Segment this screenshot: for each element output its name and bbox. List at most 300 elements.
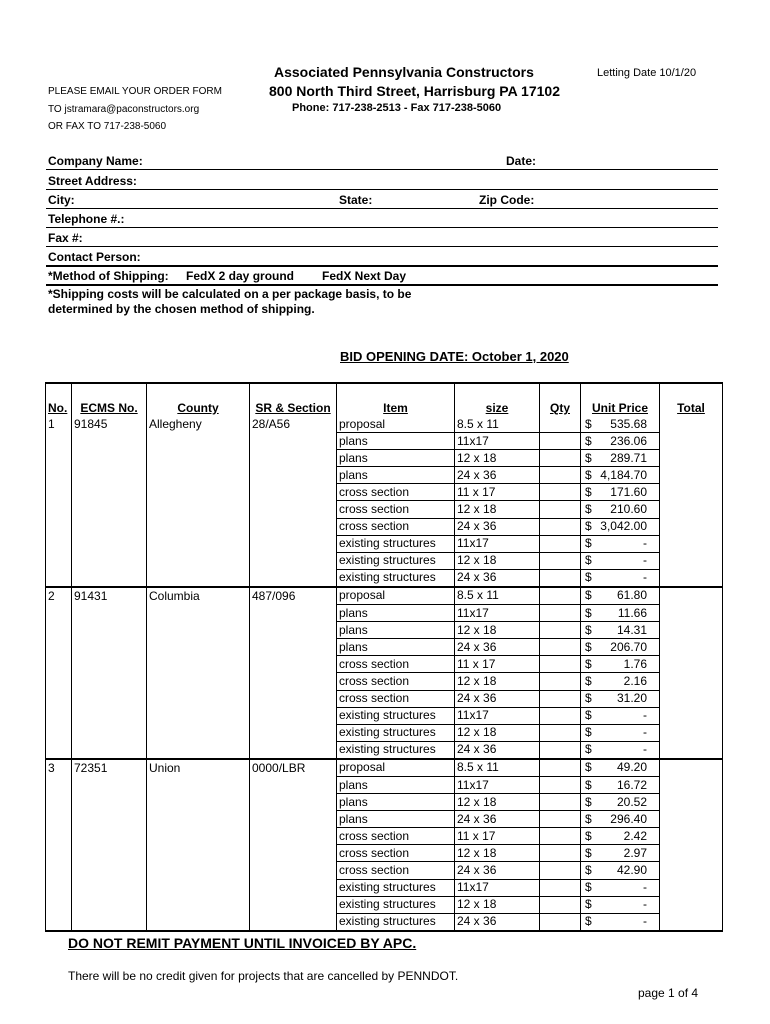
cell-no xyxy=(46,552,72,569)
fedex-2day-option[interactable]: FedX 2 day ground xyxy=(186,269,295,283)
cell-total[interactable] xyxy=(660,913,723,931)
cell-qty-input[interactable] xyxy=(540,862,581,879)
cell-total[interactable] xyxy=(660,741,723,759)
table-row xyxy=(46,828,723,845)
table-row xyxy=(46,862,723,879)
company-name-line[interactable] xyxy=(46,169,718,170)
cell-item: cross section xyxy=(337,501,455,518)
table-row xyxy=(46,518,723,535)
fedex-next-day-option[interactable]: FedX Next Day xyxy=(322,269,407,283)
date-label: Date: xyxy=(506,154,537,168)
state-label: State: xyxy=(339,193,373,207)
cell-ecms xyxy=(72,794,147,811)
cell-item: existing structures xyxy=(337,741,455,759)
cell-item: proposal xyxy=(337,759,455,777)
cell-size: 12 x 18 xyxy=(455,673,540,690)
cell-unit-price xyxy=(581,501,660,518)
cell-size: 12 x 18 xyxy=(455,450,540,467)
cell-no xyxy=(46,467,72,484)
price-amount: 2.97 xyxy=(623,845,647,860)
cell-unit-price xyxy=(581,862,660,879)
table-row xyxy=(46,759,723,777)
price-amount: 206.70 xyxy=(610,639,647,654)
price-amount: 289.71 xyxy=(610,450,647,465)
cell-total[interactable] xyxy=(660,467,723,484)
cell-total[interactable] xyxy=(660,639,723,656)
shipping-note-1: *Shipping costs will be calculated on a per package basis, to be xyxy=(48,287,412,301)
cell-qty-input[interactable] xyxy=(540,535,581,552)
table-row xyxy=(46,416,723,433)
cell-no xyxy=(46,673,72,690)
cell-no xyxy=(46,776,72,793)
currency-symbol: $ xyxy=(585,794,592,809)
cell-no xyxy=(46,501,72,518)
cell-qty-input[interactable] xyxy=(540,759,581,777)
contact-person-label: Contact Person: xyxy=(48,250,141,264)
cell-unit-price xyxy=(581,416,660,433)
cell-item: existing structures xyxy=(337,707,455,724)
cell-qty-input[interactable] xyxy=(540,450,581,467)
cell-total[interactable] xyxy=(660,896,723,913)
header-size: size xyxy=(455,383,540,416)
cell-county xyxy=(147,605,250,622)
cell-unit-price xyxy=(581,518,660,535)
cell-total[interactable] xyxy=(660,569,723,587)
cell-ecms xyxy=(72,724,147,741)
price-amount: 2.16 xyxy=(623,673,647,688)
fax-label: Fax #: xyxy=(48,231,83,245)
cell-qty-input[interactable] xyxy=(540,811,581,828)
cell-ecms xyxy=(72,776,147,793)
bid-opening-date: BID OPENING DATE: October 1, 2020 xyxy=(340,349,569,364)
cell-size: 24 x 36 xyxy=(455,811,540,828)
cell-unit-price xyxy=(581,622,660,639)
cell-no xyxy=(46,535,72,552)
price-amount: - xyxy=(643,536,647,551)
cell-size: 11 x 17 xyxy=(455,656,540,673)
cell-ecms: 72351 xyxy=(72,759,147,777)
payment-notice: DO NOT REMIT PAYMENT UNTIL INVOICED BY APC. xyxy=(68,935,417,951)
cell-no xyxy=(46,450,72,467)
table-row xyxy=(46,776,723,793)
cell-no xyxy=(46,811,72,828)
cell-county xyxy=(147,501,250,518)
street-address-label: Street Address: xyxy=(48,174,137,188)
cell-ecms xyxy=(72,501,147,518)
table-row xyxy=(46,673,723,690)
cell-unit-price xyxy=(581,845,660,862)
cell-item: cross section xyxy=(337,828,455,845)
cell-ecms xyxy=(72,879,147,896)
cell-unit-price xyxy=(581,913,660,931)
cell-size: 11x17 xyxy=(455,776,540,793)
cell-sr-section xyxy=(250,639,337,656)
cell-no xyxy=(46,896,72,913)
cell-item: cross section xyxy=(337,690,455,707)
cell-unit-price xyxy=(581,587,660,605)
shipping-method-label: *Method of Shipping: xyxy=(48,269,169,283)
currency-symbol: $ xyxy=(585,673,592,688)
cell-county xyxy=(147,896,250,913)
cell-ecms: 91845 xyxy=(72,416,147,433)
cell-total[interactable] xyxy=(660,450,723,467)
cell-total[interactable] xyxy=(660,552,723,569)
header-qty: Qty xyxy=(540,383,581,416)
cell-total[interactable] xyxy=(660,759,723,777)
cell-county xyxy=(147,484,250,501)
cell-sr-section xyxy=(250,467,337,484)
header-no: No. xyxy=(46,383,72,416)
price-amount: - xyxy=(643,553,647,568)
price-amount: - xyxy=(643,897,647,912)
cell-sr-section xyxy=(250,622,337,639)
cell-qty-input[interactable] xyxy=(540,501,581,518)
cell-sr-section xyxy=(250,518,337,535)
currency-symbol: $ xyxy=(585,760,592,775)
table-row xyxy=(46,741,723,759)
cell-ecms xyxy=(72,673,147,690)
cell-county xyxy=(147,724,250,741)
table-row xyxy=(46,501,723,518)
cell-county xyxy=(147,828,250,845)
cell-sr-section xyxy=(250,741,337,759)
cell-unit-price xyxy=(581,776,660,793)
cell-item: plans xyxy=(337,622,455,639)
cell-county xyxy=(147,450,250,467)
cell-item: plans xyxy=(337,794,455,811)
cell-ecms xyxy=(72,690,147,707)
cell-sr-section xyxy=(250,673,337,690)
cell-unit-price xyxy=(581,605,660,622)
price-amount: - xyxy=(643,880,647,895)
cell-item: plans xyxy=(337,605,455,622)
cell-county xyxy=(147,707,250,724)
cell-ecms xyxy=(72,639,147,656)
cell-qty-input[interactable] xyxy=(540,828,581,845)
price-amount: 236.06 xyxy=(610,433,647,448)
header-sr-section: SR & Section xyxy=(250,383,337,416)
company-title: Associated Pennsylvania Constructors xyxy=(274,64,534,80)
cell-size: 12 x 18 xyxy=(455,794,540,811)
cell-total[interactable] xyxy=(660,605,723,622)
telephone-line[interactable] xyxy=(46,227,718,228)
contact-person-line[interactable] xyxy=(46,265,718,267)
cell-qty-input[interactable] xyxy=(540,569,581,587)
fax-line[interactable] xyxy=(46,246,718,247)
cell-ecms xyxy=(72,741,147,759)
cell-total[interactable] xyxy=(660,622,723,639)
cell-no xyxy=(46,862,72,879)
cell-county: Union xyxy=(147,759,250,777)
cell-no xyxy=(46,913,72,931)
cell-ecms xyxy=(72,484,147,501)
header-item: Item xyxy=(337,383,455,416)
credit-notice: There will be no credit given for projects that are cancelled by PENNDOT. xyxy=(68,969,459,983)
cell-qty-input[interactable] xyxy=(540,896,581,913)
cell-no xyxy=(46,690,72,707)
cell-county xyxy=(147,552,250,569)
cell-item: cross section xyxy=(337,845,455,862)
cell-total[interactable] xyxy=(660,673,723,690)
table-row xyxy=(46,433,723,450)
cell-size: 12 x 18 xyxy=(455,724,540,741)
street-address-line[interactable] xyxy=(46,189,718,190)
cell-size: 24 x 36 xyxy=(455,690,540,707)
cell-total[interactable] xyxy=(660,535,723,552)
cell-size: 8.5 x 11 xyxy=(455,759,540,777)
cell-size: 24 x 36 xyxy=(455,741,540,759)
cell-sr-section xyxy=(250,707,337,724)
currency-symbol: $ xyxy=(585,777,592,792)
shipping-line xyxy=(46,284,718,286)
currency-symbol: $ xyxy=(585,828,592,843)
cell-size: 12 x 18 xyxy=(455,622,540,639)
cell-sr-section: 28/A56 xyxy=(250,416,337,433)
cell-sr-section xyxy=(250,811,337,828)
table-row xyxy=(46,605,723,622)
cell-qty-input[interactable] xyxy=(540,639,581,656)
cell-ecms xyxy=(72,913,147,931)
cell-ecms xyxy=(72,656,147,673)
cell-item: cross section xyxy=(337,656,455,673)
currency-symbol: $ xyxy=(585,897,592,912)
fax-instruction: OR FAX TO 717-238-5060 xyxy=(48,121,167,132)
table-row xyxy=(46,622,723,639)
cell-county xyxy=(147,673,250,690)
cell-sr-section xyxy=(250,690,337,707)
currency-symbol: $ xyxy=(585,416,592,431)
cell-no xyxy=(46,741,72,759)
cell-qty-input[interactable] xyxy=(540,467,581,484)
currency-symbol: $ xyxy=(585,467,592,482)
cell-no xyxy=(46,845,72,862)
table-row xyxy=(46,587,723,605)
cell-item: existing structures xyxy=(337,535,455,552)
cell-ecms xyxy=(72,845,147,862)
cell-total[interactable] xyxy=(660,707,723,724)
cell-ecms xyxy=(72,450,147,467)
cell-total[interactable] xyxy=(660,811,723,828)
cell-size: 8.5 x 11 xyxy=(455,416,540,433)
cell-total[interactable] xyxy=(660,690,723,707)
cell-total[interactable] xyxy=(660,776,723,793)
cell-ecms xyxy=(72,518,147,535)
table-row xyxy=(46,707,723,724)
table-row xyxy=(46,896,723,913)
cell-county xyxy=(147,845,250,862)
cell-sr-section xyxy=(250,776,337,793)
currency-symbol: $ xyxy=(585,639,592,654)
cell-item: plans xyxy=(337,811,455,828)
cell-qty-input[interactable] xyxy=(540,484,581,501)
cell-qty-input[interactable] xyxy=(540,605,581,622)
cell-item: plans xyxy=(337,450,455,467)
cell-total[interactable] xyxy=(660,828,723,845)
cell-item: proposal xyxy=(337,416,455,433)
table-row xyxy=(46,569,723,587)
cell-ecms xyxy=(72,605,147,622)
cell-size: 8.5 x 11 xyxy=(455,587,540,605)
cell-total[interactable] xyxy=(660,879,723,896)
cell-sr-section xyxy=(250,724,337,741)
letting-date: Letting Date 10/1/20 xyxy=(597,67,697,79)
header-county: County xyxy=(147,383,250,416)
cell-qty-input[interactable] xyxy=(540,552,581,569)
price-amount: 31.20 xyxy=(616,691,647,706)
cell-size: 24 x 36 xyxy=(455,467,540,484)
cell-unit-price xyxy=(581,467,660,484)
cell-qty-input[interactable] xyxy=(540,690,581,707)
cell-sr-section xyxy=(250,845,337,862)
telephone-label: Telephone #.: xyxy=(48,212,125,226)
cell-qty-input[interactable] xyxy=(540,518,581,535)
currency-symbol: $ xyxy=(585,691,592,706)
cell-total[interactable] xyxy=(660,587,723,605)
cell-sr-section xyxy=(250,433,337,450)
header-total: Total xyxy=(660,383,723,416)
cell-county xyxy=(147,569,250,587)
cell-county xyxy=(147,518,250,535)
price-amount: - xyxy=(643,708,647,723)
cell-total[interactable] xyxy=(660,518,723,535)
price-amount: 14.31 xyxy=(616,622,647,637)
cell-item: plans xyxy=(337,467,455,484)
cell-qty-input[interactable] xyxy=(540,794,581,811)
cell-total[interactable] xyxy=(660,794,723,811)
cell-size: 12 x 18 xyxy=(455,552,540,569)
price-amount: 3,042.00 xyxy=(600,519,647,534)
currency-symbol: $ xyxy=(585,914,592,929)
cell-item: cross section xyxy=(337,673,455,690)
currency-symbol: $ xyxy=(585,536,592,551)
cell-sr-section xyxy=(250,605,337,622)
cell-size: 12 x 18 xyxy=(455,845,540,862)
cell-no: 2 xyxy=(46,587,72,605)
cell-county xyxy=(147,433,250,450)
cell-ecms xyxy=(72,862,147,879)
cell-qty-input[interactable] xyxy=(540,416,581,433)
cell-unit-price xyxy=(581,484,660,501)
cell-qty-input[interactable] xyxy=(540,741,581,759)
cell-qty-input[interactable] xyxy=(540,622,581,639)
cell-sr-section xyxy=(250,535,337,552)
cell-no xyxy=(46,794,72,811)
currency-symbol: $ xyxy=(585,484,592,499)
cell-ecms xyxy=(72,433,147,450)
cell-no xyxy=(46,828,72,845)
cell-county xyxy=(147,741,250,759)
cell-no xyxy=(46,656,72,673)
cell-county xyxy=(147,622,250,639)
table-row xyxy=(46,913,723,931)
cell-sr-section: 487/096 xyxy=(250,587,337,605)
cell-sr-section xyxy=(250,569,337,587)
cell-county xyxy=(147,467,250,484)
cell-item: existing structures xyxy=(337,724,455,741)
cell-no xyxy=(46,518,72,535)
currency-symbol: $ xyxy=(585,588,592,603)
cell-total[interactable] xyxy=(660,416,723,433)
cell-county xyxy=(147,656,250,673)
cell-unit-price xyxy=(581,759,660,777)
price-amount: 296.40 xyxy=(610,811,647,826)
cell-no: 1 xyxy=(46,416,72,433)
currency-symbol: $ xyxy=(585,605,592,620)
price-amount: 210.60 xyxy=(610,502,647,517)
currency-symbol: $ xyxy=(585,450,592,465)
cell-qty-input[interactable] xyxy=(540,879,581,896)
cell-item: existing structures xyxy=(337,569,455,587)
cell-item: plans xyxy=(337,639,455,656)
cell-size: 11x17 xyxy=(455,879,540,896)
cell-qty-input[interactable] xyxy=(540,587,581,605)
cell-ecms xyxy=(72,896,147,913)
cell-qty-input[interactable] xyxy=(540,724,581,741)
cell-qty-input[interactable] xyxy=(540,845,581,862)
shipping-note-2: determined by the chosen method of shipping. xyxy=(48,302,315,316)
cell-item: plans xyxy=(337,776,455,793)
table-row xyxy=(46,467,723,484)
table-header-row xyxy=(46,383,723,416)
cell-sr-section xyxy=(250,450,337,467)
city-line[interactable] xyxy=(46,208,718,209)
cell-ecms xyxy=(72,552,147,569)
table-row xyxy=(46,794,723,811)
cell-qty-input[interactable] xyxy=(540,913,581,931)
cell-total[interactable] xyxy=(660,862,723,879)
currency-symbol: $ xyxy=(585,880,592,895)
table-row xyxy=(46,724,723,741)
cell-unit-price xyxy=(581,552,660,569)
currency-symbol: $ xyxy=(585,570,592,585)
cell-unit-price xyxy=(581,690,660,707)
cell-unit-price xyxy=(581,896,660,913)
cell-qty-input[interactable] xyxy=(540,656,581,673)
cell-ecms xyxy=(72,707,147,724)
cell-no xyxy=(46,639,72,656)
cell-size: 11x17 xyxy=(455,605,540,622)
cell-no xyxy=(46,724,72,741)
currency-symbol: $ xyxy=(585,862,592,877)
cell-sr-section xyxy=(250,656,337,673)
cell-item: existing structures xyxy=(337,879,455,896)
cell-qty-input[interactable] xyxy=(540,707,581,724)
cell-qty-input[interactable] xyxy=(540,433,581,450)
header-unit-price: Unit Price xyxy=(581,383,660,416)
cell-total[interactable] xyxy=(660,433,723,450)
cell-total[interactable] xyxy=(660,845,723,862)
table-row xyxy=(46,484,723,501)
currency-symbol: $ xyxy=(585,811,592,826)
cell-unit-price xyxy=(581,794,660,811)
price-amount: 20.52 xyxy=(616,794,647,809)
cell-item: existing structures xyxy=(337,896,455,913)
cell-ecms xyxy=(72,535,147,552)
cell-sr-section xyxy=(250,501,337,518)
cell-qty-input[interactable] xyxy=(540,776,581,793)
cell-sr-section: 0000/LBR xyxy=(250,759,337,777)
cell-total[interactable] xyxy=(660,656,723,673)
cell-total[interactable] xyxy=(660,484,723,501)
cell-qty-input[interactable] xyxy=(540,673,581,690)
cell-total[interactable] xyxy=(660,501,723,518)
cell-size: 11 x 17 xyxy=(455,484,540,501)
table-row xyxy=(46,552,723,569)
cell-total[interactable] xyxy=(660,724,723,741)
price-amount: 2.42 xyxy=(623,828,647,843)
cell-unit-price xyxy=(581,450,660,467)
currency-symbol: $ xyxy=(585,656,592,671)
